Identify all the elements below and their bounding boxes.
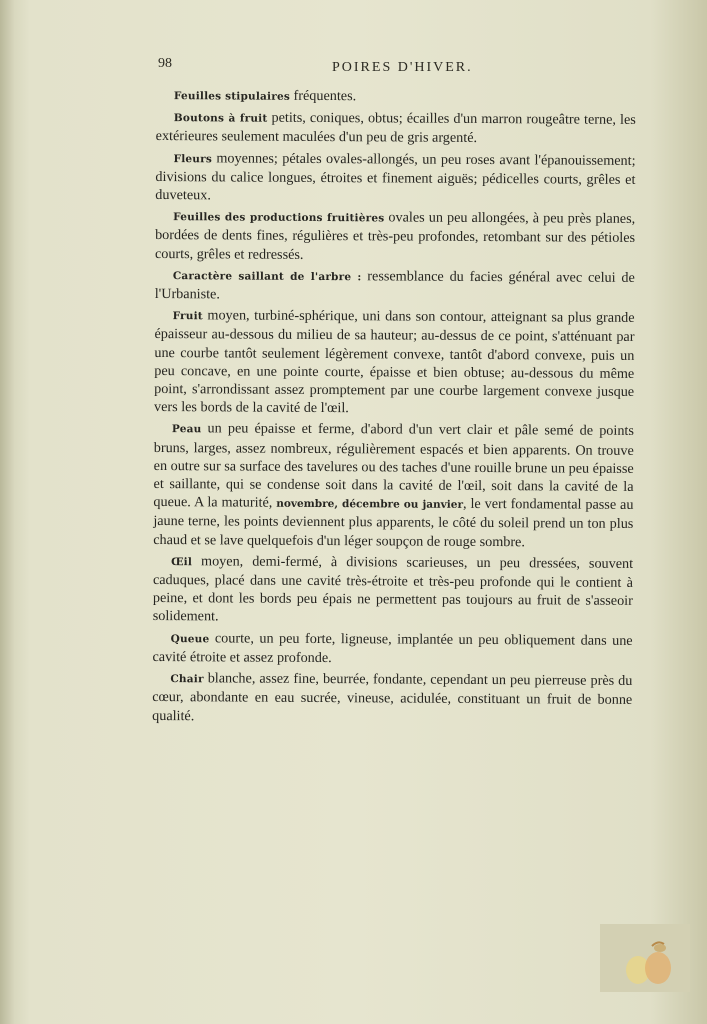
library-stamp (600, 924, 690, 992)
text-fruit: moyen, turbiné-sphérique, uni dans son contour, atteignant sa plus grande épaisseur au-dessous du milieu de sa hauteur; au-dessus de ce point, s'atténuant par une courbe tantôt seulement légèrement convexe, tantôt d'abord convexe, puis un peu concave, en une pointe courte, épaisse et bien obtuse; au-dessous du même point, s'arrondissant assez promptement par une courbe largement convexe jusque vers les bords de la cavité de l'œil. (153, 307, 635, 417)
text-feuilles-productions: ovales un peu allongées, à peu près planes, bordées de dents fines, régulières et très-peu profondes, retombant sur des pétioles courts, grêles et redressés. (154, 209, 636, 263)
label-queue: Queue (170, 632, 210, 646)
text-caractere: ressemblance du facies général avec celui de l'Urbaniste. (154, 268, 635, 303)
body-text (152, 86, 636, 731)
page-number: 98 (158, 56, 172, 71)
maturity-months: novembre, décembre ou janvier (276, 498, 464, 512)
paragraph-oeil (153, 552, 633, 629)
label-fleurs: Fleurs (173, 152, 212, 165)
paragraph-peau (153, 419, 634, 551)
page-spine-shadow (0, 0, 14, 1024)
paragraph-queue (152, 629, 632, 669)
text-oeil: moyen, demi-fermé, à divisions scarieuses, un peu dressées, souvent caduques, placé dans une cavité très-étroite et très-peu profonde qui le contient à peine, et dont les bords peu épais ne permettent pas toujours au fruit de s'asseoir solidement. (152, 553, 634, 625)
paragraph-feuilles-stipulaires (156, 86, 636, 108)
pear-stamp-icon (600, 924, 690, 992)
label-oeil: Œil (171, 555, 193, 569)
text-peau-after: , le vert fondamental passe au jaune terne, les points deviennent plus apparents, le côté du soleil prend un ton plus chaud et se lave quelquefois d'un léger soupçon de rouge sombre. (153, 496, 634, 550)
text-fleurs: moyennes; pétales ovales-allongés, un peu roses avant l'épanouissement; divisions du calice longues, étroites et finement aiguës; pédicelles courts, grêles et duveteux. (155, 149, 636, 204)
label-boutons: Boutons à fruit (173, 112, 268, 125)
label-feuilles-productions: Feuilles des productions fruitières (173, 211, 385, 225)
label-fruit: Fruit (172, 310, 203, 323)
paragraph-fruit (154, 306, 635, 419)
label-feuilles-stipulaires: Feuilles stipulaires (173, 90, 291, 103)
paragraph-boutons (156, 108, 636, 148)
label-peau: Peau (171, 423, 202, 436)
text-chair: blanche, assez fine, beurrée, fondante, cependant un peu pierreuse près du cœur, abondante en eau sucrée, vineuse, acidulée, constituant un fruit de bonne qualité. (152, 670, 633, 724)
text-peau: un peu épaisse et ferme, d'abord d'un vert clair et pâle semé de points bruns, larges, assez nombreux, régulièrement espacés et bien apparents. On trouve en outre sur sa surface des tavelures ou des taches d'une rouille brune un peu épaisse et saillante, qui se condense soit dans la cavité de l'œil, soit dans la cavité de la queue. A la maturité, (153, 420, 634, 512)
label-caractere: Caractère saillant de l'arbre : (172, 269, 362, 284)
paragraph-caractere (155, 266, 635, 306)
running-head: POIRES D'HIVER. (332, 60, 473, 75)
text-feuilles-stipulaires: fréquentes. (289, 87, 357, 105)
paragraph-feuilles-productions (155, 207, 635, 266)
text-queue: courte, un peu forte, ligneuse, implantée un peu obliquement dans une cavité étroite et assez profonde. (152, 630, 633, 666)
paragraph-fleurs (155, 149, 635, 208)
paragraph-chair (152, 669, 632, 728)
label-chair: Chair (170, 673, 204, 686)
text-boutons: petits, coniques, obtus; écailles d'un marron rougeâtre terne, les extérieures seulement maculées d'un peu de gris argenté. (155, 109, 636, 147)
